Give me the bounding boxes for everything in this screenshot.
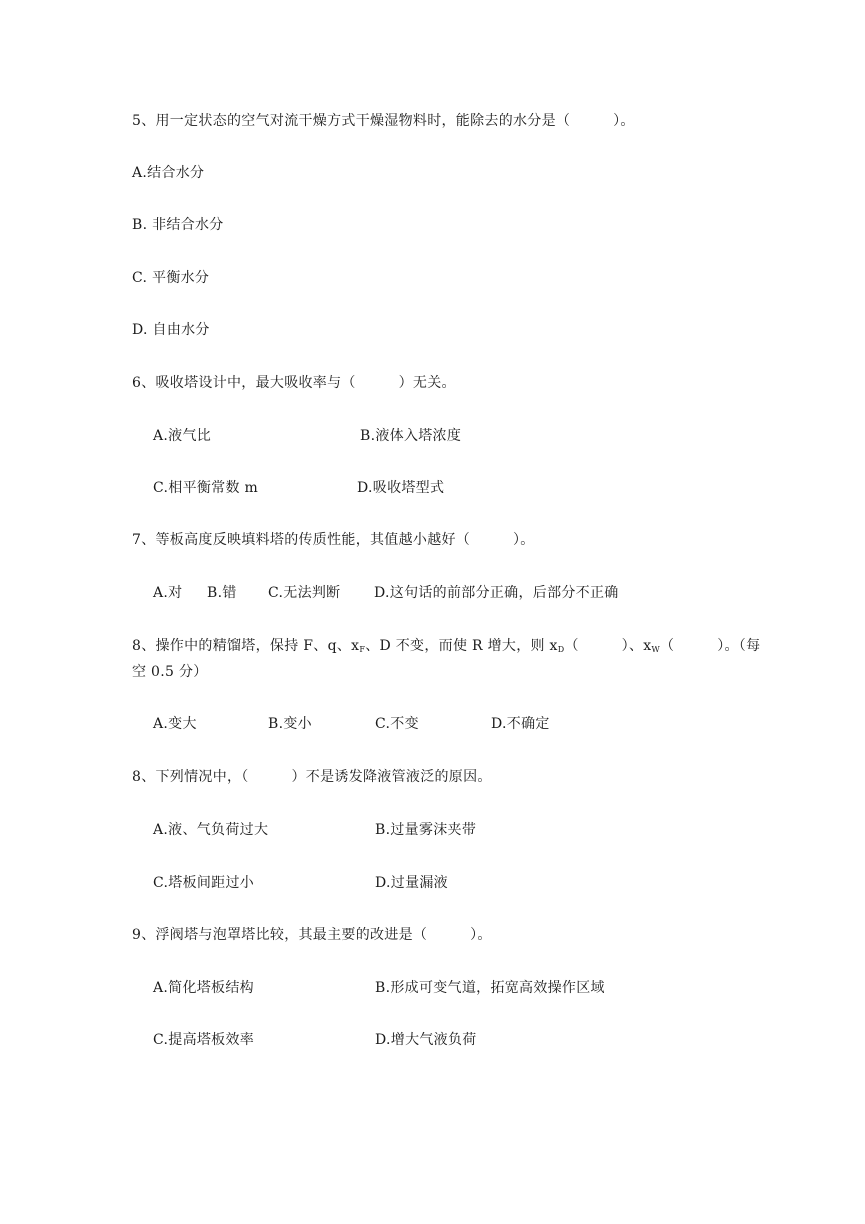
question-5-stem: 5、用一定状态的空气对流干燥方式干燥湿物料时，能除去的水分是（ ）。 <box>132 113 635 129</box>
question-7-option-a: A.对 <box>153 585 183 601</box>
question-8a-option-d: D.不确定 <box>491 716 550 732</box>
question-8a-option-b: B.变小 <box>268 716 312 732</box>
question-7-option-c: C.无法判断 <box>268 585 341 601</box>
question-8a-stem <box>132 636 760 660</box>
question-7-stem: 7、等板高度反映填料塔的传质性能，其值越小越好（ ）。 <box>132 532 535 548</box>
question-9-option-c: C.提高塔板效率 <box>153 1032 255 1048</box>
question-8b-option-b: B.过量雾沫夹带 <box>375 822 477 838</box>
question-7-option-b: B.错 <box>207 585 237 601</box>
question-8b-option-c: C.塔板间距过小 <box>153 875 255 891</box>
question-5-option-b: B. 非结合水分 <box>132 217 224 233</box>
question-9-option-a: A.简化塔板结构 <box>153 980 254 996</box>
subscript-w: W <box>651 645 660 654</box>
question-6-option-c: C.相平衡常数 m <box>153 480 259 496</box>
question-6-option-d: D.吸收塔型式 <box>357 480 445 496</box>
subscript-f: F <box>359 645 366 654</box>
question-8b-stem: 8、下列情况中，（ ）不是诱发降液管液泛的原因。 <box>132 769 492 785</box>
question-8a-stem-line2: 空 0.5 分） <box>132 664 208 680</box>
question-9-stem: 9、浮阀塔与泡罩塔比较，其最主要的改进是（ ）。 <box>132 927 492 943</box>
question-8b-option-a: A.液、气负荷过大 <box>153 822 269 838</box>
question-9-option-d: D.增大气液负荷 <box>375 1032 477 1048</box>
question-5-option-d: D. 自由水分 <box>132 322 210 338</box>
question-7-option-d: D.这句话的前部分正确，后部分不正确 <box>374 585 619 601</box>
question-8a-stem-part2: 、D 不变，而使 R 增大，则 x <box>365 638 558 654</box>
question-9-option-b: B.形成可变气道，拓宽高效操作区域 <box>375 980 605 996</box>
question-6-option-b: B.液体入塔浓度 <box>360 428 462 444</box>
question-8a-stem-part4: （ ）。（每 <box>660 638 761 654</box>
question-6-stem: 6、吸收塔设计中，最大吸收率与（ ）无关。 <box>132 375 456 391</box>
subscript-d: D <box>557 645 565 654</box>
question-5-option-a: A.结合水分 <box>132 165 205 181</box>
question-6-option-a: A.液气比 <box>153 428 212 444</box>
question-8a-stem-part1: 8、操作中的精馏塔，保持 F、q、x <box>132 638 360 654</box>
question-8a-stem-part3: （ ）、x <box>564 638 652 654</box>
question-8a-option-c: C.不变 <box>375 716 419 732</box>
question-5-option-c: C. 平衡水分 <box>132 270 210 286</box>
question-8a-option-a: A.变大 <box>153 716 197 732</box>
question-8b-option-d: D.过量漏液 <box>375 875 448 891</box>
